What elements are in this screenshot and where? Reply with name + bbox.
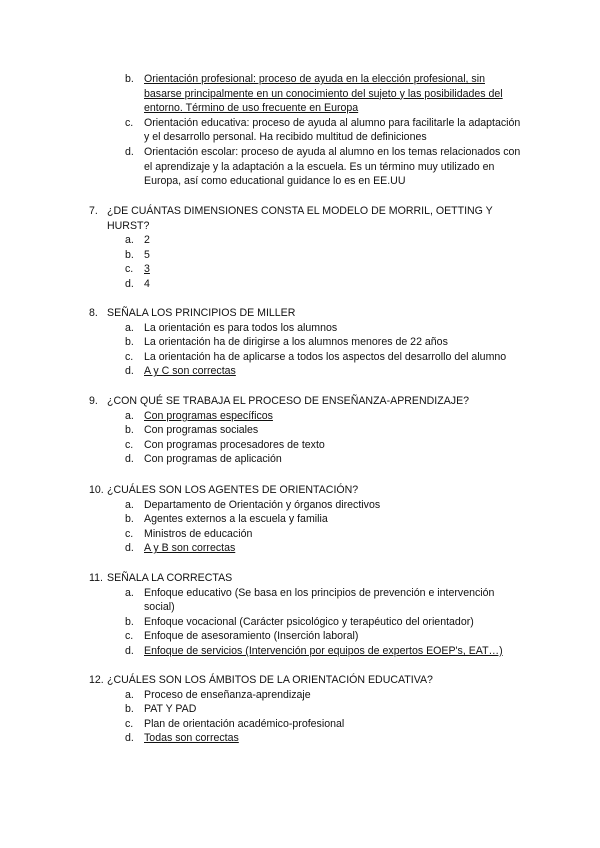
- option-text: Enfoque de servicios (Intervención por equipos de expertos EOEP's, EAT…): [144, 644, 503, 657]
- option-item: [125, 350, 545, 365]
- option-text: A y B son correctas: [144, 542, 236, 555]
- question-number: 12.: [89, 674, 104, 686]
- question-text: SEÑALA LA CORRECTAS: [107, 572, 233, 584]
- question-11: [89, 571, 525, 659]
- option-text: PAT Y PAD: [144, 703, 197, 716]
- option-text: Proceso de enseñanza-aprendizaje: [144, 688, 311, 701]
- question-text: ¿CON QUÉ SE TRABAJA EL PROCESO DE ENSEÑANZA-APRENDIZAJE?: [107, 395, 470, 407]
- option-letter: d.: [125, 644, 134, 657]
- option-letter: b.: [125, 513, 134, 526]
- question-9: [89, 394, 525, 467]
- option-item: [125, 688, 525, 703]
- option-item: [125, 262, 485, 277]
- question-number: 7.: [89, 205, 98, 217]
- option-item: [125, 72, 525, 116]
- question-number: 11.: [89, 572, 103, 584]
- option-item: [125, 731, 525, 746]
- option-letter: d.: [125, 732, 134, 745]
- option-item: [125, 321, 545, 336]
- question-8: [89, 306, 545, 379]
- option-text: 2: [144, 234, 150, 247]
- option-item: [125, 335, 545, 350]
- option-item: [125, 498, 525, 513]
- option-letter: c.: [125, 630, 134, 643]
- question-text: ¿DE CUÁNTAS DIMENSIONES CONSTA EL MODELO DE MORRIL, OETTING Y HURST?: [107, 205, 493, 232]
- question-7: [89, 204, 519, 292]
- option-text: Orientación escolar: proceso de ayuda al alumno en los temas relacionados con el aprendizaje y la adaptación a la escuela. Es un término muy utilizado en Europa, así como educational guidance lo es en EE.UU: [144, 145, 521, 188]
- option-text: Agentes externos a la escuela y familia: [144, 513, 328, 526]
- option-text: Enfoque educativo (Se basa en los principios de prevención e intervención social): [144, 586, 495, 614]
- option-letter: d.: [125, 145, 134, 158]
- option-text: 4: [144, 277, 150, 290]
- option-text: Con programas procesadores de texto: [144, 438, 325, 451]
- option-text: La orientación ha de dirigirse a los alumnos menores de 22 años: [144, 336, 448, 349]
- option-text: Con programas específicos: [144, 409, 273, 422]
- option-item: [125, 116, 525, 145]
- option-text: Ministros de educación: [144, 527, 253, 540]
- question-number: 10.: [89, 484, 104, 496]
- option-text: 3: [144, 263, 150, 276]
- option-item: [125, 644, 525, 659]
- option-item: [125, 717, 525, 732]
- option-text: Orientación profesional: proceso de ayuda en la elección profesional, sin basarse principalmente en un conocimiento del sujeto y las posibilidades del entorno. Término de uso frecuente en Europa: [144, 73, 503, 115]
- option-letter: a.: [125, 688, 134, 701]
- option-item: [125, 277, 485, 292]
- option-letter: c.: [125, 116, 134, 129]
- continuation-options: [125, 72, 525, 189]
- option-item: [125, 423, 525, 438]
- option-item: [125, 438, 525, 453]
- option-letter: c.: [125, 263, 134, 276]
- option-item: [125, 233, 485, 248]
- option-item: [125, 512, 525, 527]
- question-number: 9.: [89, 395, 98, 407]
- option-letter: a.: [125, 498, 134, 511]
- option-item: [125, 615, 525, 630]
- option-letter: d.: [125, 277, 134, 290]
- option-text: Con programas sociales: [144, 424, 259, 437]
- option-text: Orientación educativa: proceso de ayuda al alumno para facilitarle la adaptación y el desarrollo personal. Ha recibido multitud de definiciones: [144, 116, 521, 144]
- option-letter: d.: [125, 542, 134, 555]
- option-letter: b.: [125, 336, 134, 349]
- option-item: [125, 409, 525, 424]
- option-item: [125, 586, 525, 615]
- question-number: 8.: [89, 307, 98, 319]
- question-10: [89, 483, 525, 556]
- option-letter: b.: [125, 424, 134, 437]
- option-text: Todas son correctas: [144, 732, 239, 745]
- option-text: Enfoque de asesoramiento (Inserción laboral): [144, 630, 359, 643]
- option-item: [125, 527, 525, 542]
- option-item: [125, 364, 545, 379]
- option-letter: c.: [125, 717, 134, 730]
- option-letter: a.: [125, 234, 134, 247]
- option-text: 5: [144, 248, 150, 261]
- question-text: ¿CUÁLES SON LOS ÁMBITOS DE LA ORIENTACIÓN EDUCATIVA?: [107, 674, 433, 686]
- option-letter: c.: [125, 527, 134, 540]
- option-letter: b.: [125, 248, 134, 261]
- option-letter: c.: [125, 350, 134, 363]
- option-letter: b.: [125, 615, 134, 628]
- option-item: [125, 248, 485, 263]
- option-item: [125, 145, 525, 189]
- question-12: [89, 673, 525, 746]
- option-text: Departamento de Orientación y órganos directivos: [144, 498, 381, 511]
- option-text: Enfoque vocacional (Carácter psicológico y terapéutico del orientador): [144, 615, 474, 628]
- option-text: La orientación es para todos los alumnos: [144, 321, 338, 334]
- question-text: SEÑALA LOS PRINCIPIOS DE MILLER: [107, 307, 296, 319]
- option-text: La orientación ha de aplicarse a todos los aspectos del desarrollo del alumno: [144, 350, 507, 363]
- option-letter: d.: [125, 365, 134, 378]
- question-text: ¿CUÁLES SON LOS AGENTES DE ORIENTACIÓN?: [107, 484, 359, 496]
- option-letter: b.: [125, 703, 134, 716]
- option-text: Plan de orientación académico-profesional: [144, 717, 345, 730]
- option-text: A y C son correctas: [144, 365, 236, 378]
- option-text: Con programas de aplicación: [144, 453, 282, 466]
- option-letter: a.: [125, 321, 134, 334]
- option-letter: a.: [125, 409, 134, 422]
- option-item: [125, 629, 525, 644]
- option-item: [125, 702, 525, 717]
- option-letter: a.: [125, 586, 134, 599]
- option-letter: c.: [125, 438, 134, 451]
- option-item: [125, 541, 525, 556]
- option-letter: b.: [125, 73, 134, 85]
- option-letter: d.: [125, 453, 134, 466]
- option-item: [125, 452, 525, 467]
